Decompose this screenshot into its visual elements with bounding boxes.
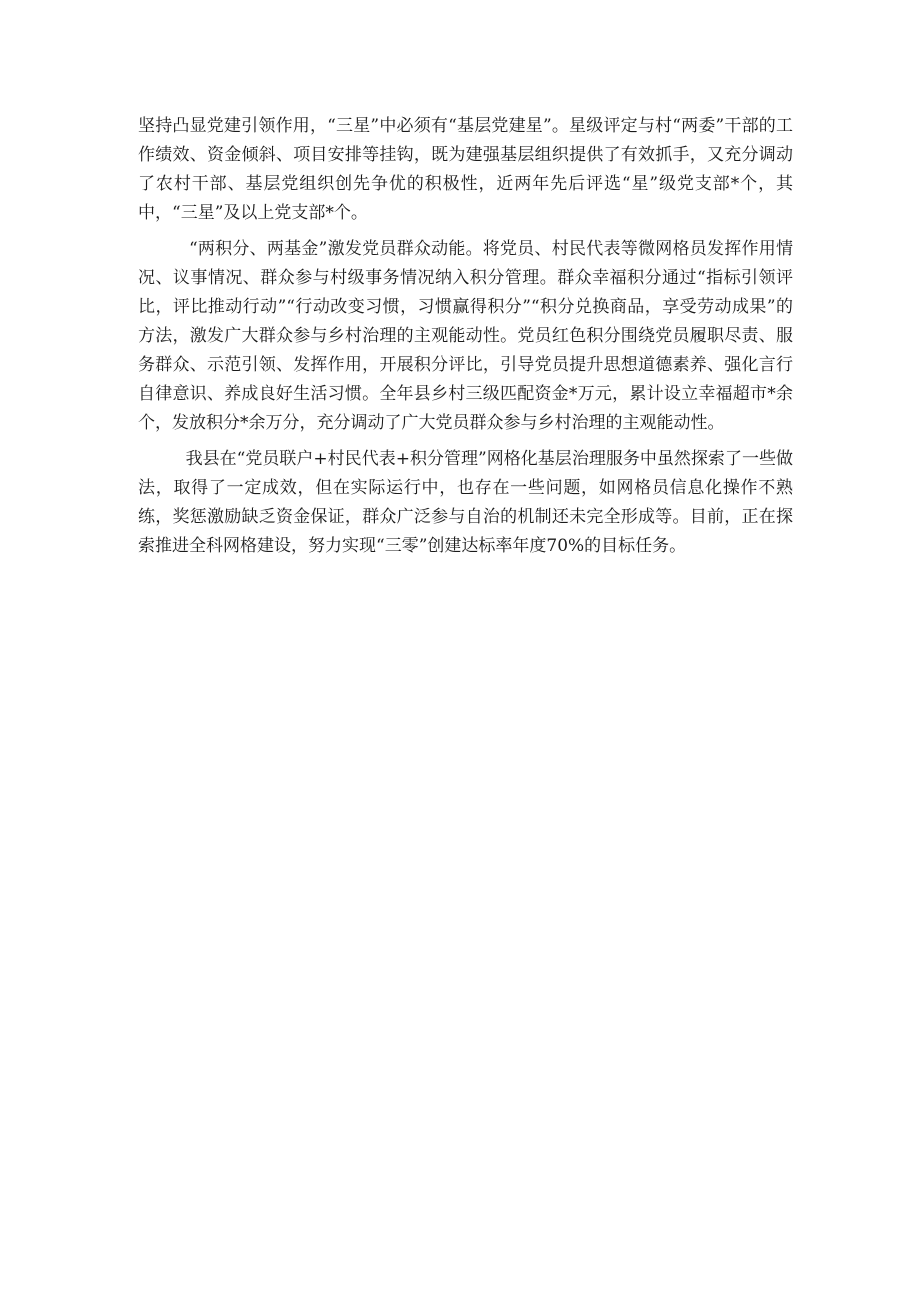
paragraph-two-points-two-funds: “两积分、两基金”激发党员群众动能。将党员、村民代表等微网格员发挥作用情况、议事情况、群众参与村级事务情况纳入积分管理。群众幸福积分通过“指标引领评比，评比推动行动”“行动改变习惯，习惯赢得积分”“积分兑换商品，享受劳动成果”的方法，激发广大群众参与乡村治理的主观能动性。党员红色积分围绕党员履职尽责、服务群众、示范引领、发挥作用，开展积分评比，引导党员提升思想道德素养、强化言行自律意识、养成良好生活习惯。全年县乡村三级匹配资金*万元，累计设立幸福超市*余个，发放积分*余万分，充分调动了广大党员群众参与乡村治理的主观能动性。 — [138, 239, 793, 433]
paragraph-star-rating: 坚持凸显党建引领作用，“三星”中必须有“基层党建星”。星级评定与村“两委”干部的工作绩效、资金倾斜、项目安排等挂钩，既为建强基层组织提供了有效抓手，又充分调动了农村干部、基层党组织创先争优的积极性，近两年先后评选“星”级党支部*个，其中，“三星”及以上党支部*个。 — [138, 116, 793, 223]
document-body — [138, 112, 793, 568]
paragraph-problems-and-goals: 我县在“党员联户+村民代表+积分管理”网格化基层治理服务中虽然探索了一些做法，取得了一定成效，但在实际运行中，也存在一些问题，如网格员信息化操作不熟练，奖惩激励缺乏资金保证，群众广泛参与自治的机制还未完全形成等。目前，正在探索推进全科网格建设，努力实现“三零”创建达标率年度70%的目标任务。 — [138, 449, 793, 556]
